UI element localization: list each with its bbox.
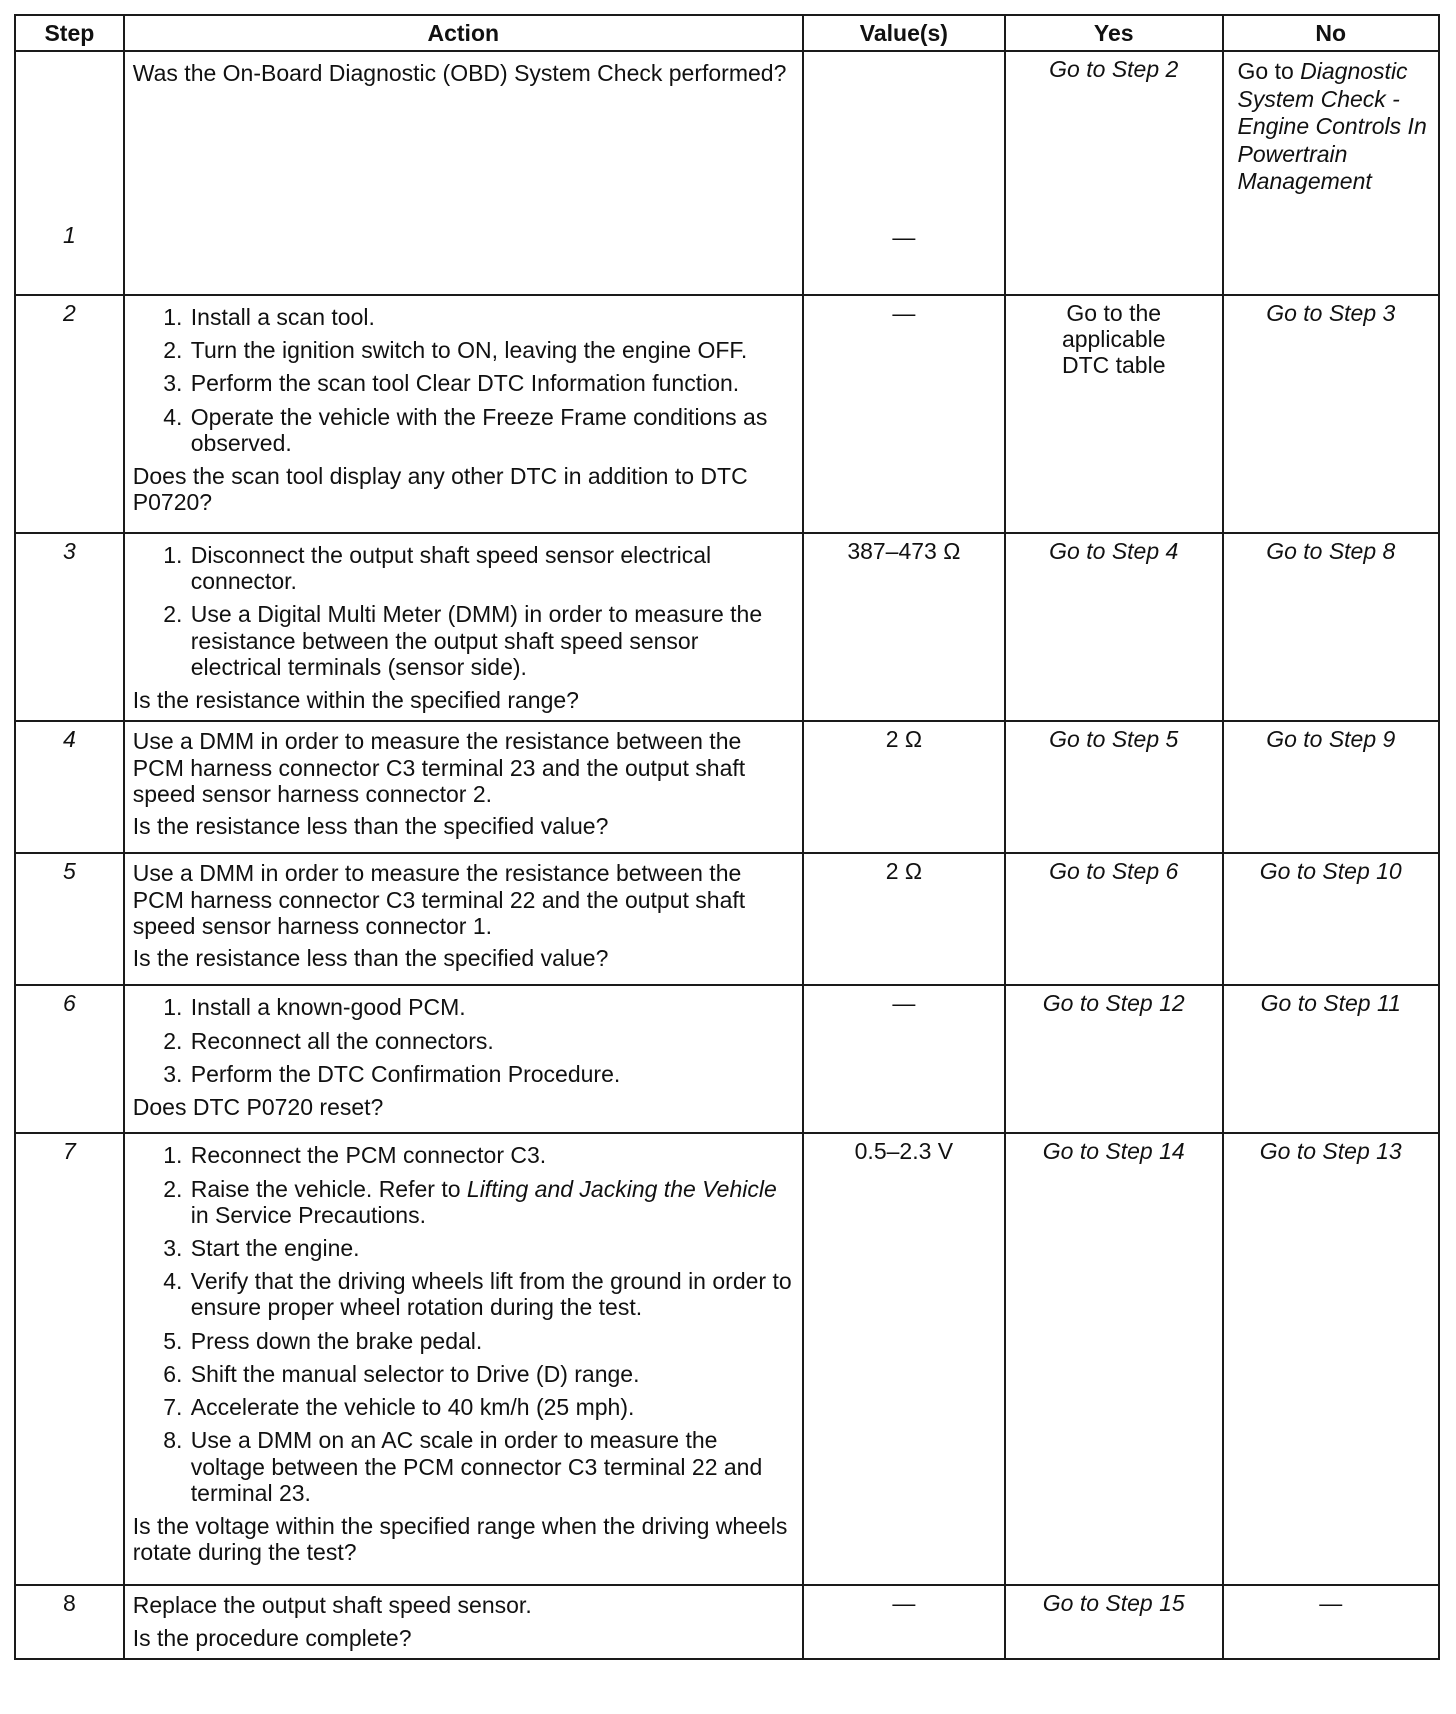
yes-cell: Go to Step 5 — [1005, 721, 1223, 853]
table-row-step-4 — [15, 721, 1439, 853]
action-cell — [124, 721, 803, 853]
list-item: 8. Use a DMM on an AC scale in order to measure the voltage between the PCM connector C3 terminal 22 and terminal 23. — [189, 1427, 794, 1506]
table-row-step-6 — [15, 985, 1439, 1133]
action-question: Is the resistance less than the specified value? — [132, 944, 609, 971]
header-yes: Yes — [1005, 15, 1223, 51]
list-item-text: in Service Precautions. — [190, 1201, 426, 1228]
value-cell: 2 Ω — [803, 853, 1005, 985]
yes-cell: Go to Step 14 — [1005, 1133, 1223, 1585]
header-values: Value(s) — [803, 15, 1005, 51]
no-cell — [1223, 51, 1439, 295]
action-question: Is the voltage within the specified range when the driving wheels rotate during the test? — [132, 1512, 788, 1566]
no-cell: Go to Step 13 — [1223, 1133, 1439, 1585]
value-cell: 2 Ω — [803, 721, 1005, 853]
no-cell: Go to Step 11 — [1223, 985, 1439, 1133]
step-number: 4 — [15, 721, 124, 853]
list-item: 3. Start the engine. — [189, 1235, 794, 1261]
table-row-step-8 — [15, 1585, 1439, 1658]
table-row-step-2 — [15, 295, 1439, 533]
yes-cell: Go to Step 12 — [1005, 985, 1223, 1133]
list-item: 3. Perform the DTC Confirmation Procedure. — [189, 1061, 794, 1087]
list-item: 1. Install a scan tool. — [189, 304, 794, 330]
step-number: 8 — [15, 1585, 124, 1658]
value-cell: 0.5–2.3 V — [803, 1133, 1005, 1585]
step-number: 6 — [15, 985, 124, 1133]
no-cell: Go to Step 3 — [1223, 295, 1439, 533]
no-reference: Diagnostic System Check - Engine Controls In Powertrain Management — [1237, 58, 1427, 195]
yes-cell: Go to the applicable DTC table — [1005, 295, 1223, 533]
value-cell: — — [803, 1585, 1005, 1658]
list-item: 4. Operate the vehicle with the Freeze Frame conditions as observed. — [189, 404, 794, 456]
lifting-jacking-reference: Lifting and Jacking the Vehicle — [466, 1175, 777, 1202]
list-item-text: Raise the vehicle. Refer to — [190, 1175, 461, 1202]
list-item: 2. Turn the ignition switch to ON, leaving the engine OFF. — [189, 337, 794, 363]
no-cell: Go to Step 8 — [1223, 533, 1439, 721]
header-step: Step — [15, 15, 124, 51]
list-item: 1. Install a known-good PCM. — [189, 994, 794, 1020]
list-item: 2. Reconnect all the connectors. — [189, 1028, 794, 1054]
action-list — [133, 1142, 794, 1506]
no-cell: Go to Step 9 — [1223, 721, 1439, 853]
action-question: Is the resistance less than the specified value? — [132, 812, 609, 839]
action-cell — [124, 853, 803, 985]
list-item: 1. Reconnect the PCM connector C3. — [189, 1142, 794, 1168]
list-item: 7. Accelerate the vehicle to 40 km/h (25 mph). — [189, 1394, 794, 1420]
list-item: 6. Shift the manual selector to Drive (D) range. — [189, 1361, 794, 1387]
value-cell: — — [803, 985, 1005, 1133]
action-list — [133, 542, 794, 680]
no-cell: Go to Step 10 — [1223, 853, 1439, 985]
no-prefix: Go to — [1237, 58, 1294, 84]
list-item: 2. Use a Digital Multi Meter (DMM) in order to measure the resistance between the output shaft speed sensor electrical terminals (sensor side). — [189, 601, 794, 680]
table-row-step-3 — [15, 533, 1439, 721]
header-row — [15, 15, 1439, 51]
action-question: Is the resistance within the specified range? — [132, 687, 579, 714]
step-number: 1 — [15, 51, 124, 295]
list-item: 3. Perform the scan tool Clear DTC Information function. — [189, 370, 794, 396]
step-number: 2 — [15, 295, 124, 533]
list-item: 4. Verify that the driving wheels lift from the ground in order to ensure proper wheel rotation during the test. — [189, 1268, 794, 1320]
diagnostic-table — [14, 14, 1440, 1660]
action-cell — [124, 533, 803, 721]
yes-cell: Go to Step 2 — [1005, 51, 1223, 295]
step-number: 7 — [15, 1133, 124, 1585]
action-cell — [124, 295, 803, 533]
action-cell — [124, 1585, 803, 1658]
list-item — [189, 1176, 794, 1228]
action-cell — [124, 51, 803, 295]
no-cell: — — [1223, 1585, 1439, 1658]
value-cell: — — [803, 295, 1005, 533]
yes-cell: Go to Step 15 — [1005, 1585, 1223, 1658]
action-cell — [124, 985, 803, 1133]
action-question: Does the scan tool display any other DTC in addition to DTC P0720? — [132, 463, 748, 516]
table-row-step-5 — [15, 853, 1439, 985]
yes-cell: Go to Step 6 — [1005, 853, 1223, 985]
action-cell — [124, 1133, 803, 1585]
list-item: 1. Disconnect the output shaft speed sensor electrical connector. — [189, 542, 794, 594]
table-row-step-7 — [15, 1133, 1439, 1585]
list-item: 5. Press down the brake pedal. — [189, 1328, 794, 1354]
header-action: Action — [124, 15, 803, 51]
action-text: Use a DMM in order to measure the resistance between the PCM harness connector C3 terminal 23 and the output shaft speed sensor harness connector 2. — [132, 728, 746, 807]
step-number: 3 — [15, 533, 124, 721]
action-text: Use a DMM in order to measure the resistance between the PCM harness connector C3 terminal 22 and the output shaft speed sensor harness connector 1. — [132, 860, 746, 939]
header-no: No — [1223, 15, 1439, 51]
value-cell: — — [803, 51, 1005, 295]
value-cell: 387–473 Ω — [803, 533, 1005, 721]
table-row-step-1 — [15, 51, 1439, 295]
step-number: 5 — [15, 853, 124, 985]
action-text: Replace the output shaft speed sensor. — [132, 1592, 532, 1619]
action-question: Does DTC P0720 reset? — [132, 1093, 384, 1120]
yes-cell: Go to Step 4 — [1005, 533, 1223, 721]
action-question: Is the procedure complete? — [132, 1624, 412, 1651]
action-list — [133, 304, 794, 456]
action-list — [133, 994, 794, 1087]
action-text: Was the On-Board Diagnostic (OBD) System Check performed? — [132, 60, 787, 86]
